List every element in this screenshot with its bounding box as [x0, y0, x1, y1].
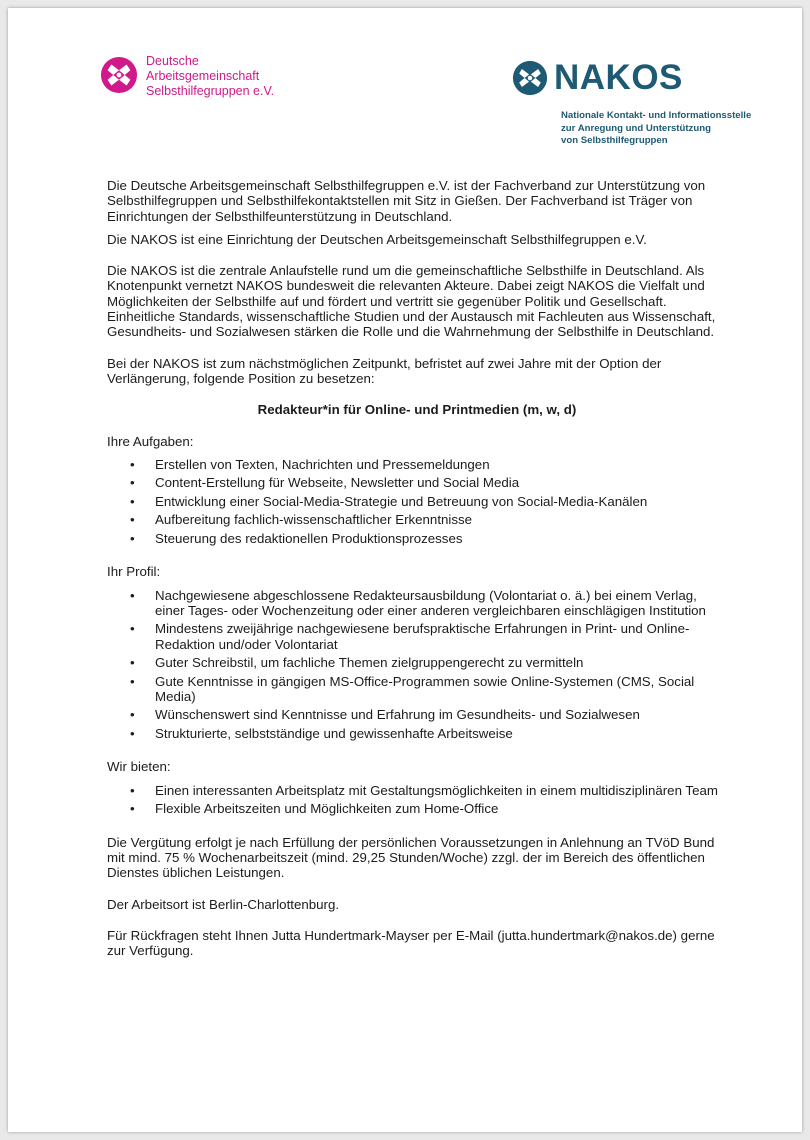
dag-logo-icon	[100, 56, 138, 94]
nakos-subtitle-line: zur Anregung und Unterstützung	[561, 122, 711, 134]
list-item: • Nachgewiesene abgeschlossene Redakteursausbildung (Volontariat o. ä.) bei einem Verlag, einer Tages- oder Wochenzeitung oder einer anderen vergleichbaren einschlägigen Institution	[107, 588, 727, 619]
intro-paragraph: Bei der NAKOS ist zum nächstmöglichen Zeitpunkt, befristet auf zwei Jahre mit der Option der Verlängerung, folgende Position zu besetzen:	[107, 355, 662, 386]
tasks-label: Ihre Aufgaben:	[107, 433, 194, 449]
profile-list	[107, 588, 727, 742]
profile-label: Ihr Profil:	[107, 564, 161, 580]
list-item: • Aufbereitung fachlich-wissenschaftlicher Erkenntnisse	[107, 512, 727, 527]
intro-paragraph: Die NAKOS ist eine Einrichtung der Deutschen Arbeitsgemeinschaft Selbsthilfegruppen e.V.	[107, 231, 647, 247]
dag-logo	[100, 54, 300, 114]
dag-logo-line: Selbsthilfegruppen e.V.	[146, 84, 275, 98]
document-body	[107, 178, 727, 958]
list-item: • Flexible Arbeitszeiten und Möglichkeiten zum Home-Office	[107, 801, 727, 816]
list-item: • Content-Erstellung für Webseite, Newsletter und Social Media	[107, 475, 727, 490]
intro-paragraph: Die Deutsche Arbeitsgemeinschaft Selbsthilfegruppen e.V. ist der Fachverband zur Unterstützung von Selbsthilfegruppen und Selbsthilfekontaktstellen mit Sitz in Gießen. Der Fachverband ist Träger von Einrichtungen der Selbsthilfeunterstützung in Deutschland.	[107, 178, 706, 224]
dag-logo-text	[146, 54, 274, 99]
dag-logo-line: Arbeitsgemeinschaft	[146, 69, 260, 83]
contact-paragraph: Für Rückfragen steht Ihnen Jutta Hundertmark-Mayser per E-Mail (jutta.hundertmark@nakos.de) gerne zur Verfügung.	[107, 927, 715, 959]
list-item: • Mindestens zweijährige nachgewiesene berufspraktische Erfahrungen in Print- und Online-Redaktion und/oder Volontariat	[107, 621, 727, 652]
list-item: • Steuerung des redaktionellen Produktionsprozesses	[107, 531, 727, 546]
offer-label: Wir bieten:	[107, 759, 171, 775]
intro-paragraph: Die NAKOS ist die zentrale Anlaufstelle rund um die gemeinschaftliche Selbsthilfe in Deutschland. Als Knotenpunkt vernetzt NAKOS bundesweit die relevanten Akteure. Dabei zeigt NAKOS die Vielfalt und Möglichkeiten der Selbsthilfe auf und fördert und vertritt sie gegenüber Politik und Gesellschaft. Einheitliche Standards, wissenschaftliche Studien und der Austausch mit Fachleuten aus Wissenschaft, Gesundheits- und Sozialwesen stärken die Rolle und die Wahrnehmung der Selbsthilfe in Deutschland.	[107, 263, 716, 340]
list-item: • Erstellen von Texten, Nachrichten und Pressemeldungen	[107, 457, 727, 472]
location-paragraph: Der Arbeitsort ist Berlin-Charlottenburg.	[107, 896, 340, 912]
nakos-logo	[512, 58, 762, 153]
list-item: • Guter Schreibstil, um fachliche Themen zielgruppengerecht zu vermitteln	[107, 655, 727, 670]
nakos-logo-icon	[512, 60, 548, 96]
list-item: • Entwicklung einer Social-Media-Strategie und Betreuung von Social-Media-Kanälen	[107, 494, 727, 509]
nakos-logo-subtitle	[561, 110, 751, 148]
nakos-subtitle-line: von Selbsthilfegruppen	[561, 135, 668, 146]
list-item: • Einen interessanten Arbeitsplatz mit Gestaltungsmöglichkeiten in einem multidisziplinären Team	[107, 783, 727, 798]
nakos-logo-name: NAKOS	[554, 58, 683, 97]
list-item: • Wünschenswert sind Kenntnisse und Erfahrung im Gesundheits- und Sozialwesen	[107, 707, 727, 722]
list-item: • Gute Kenntnisse in gängigen MS-Office-Programmen sowie Online-Systemen (CMS, Social Media)	[107, 674, 727, 705]
salary-paragraph: Die Vergütung erfolgt je nach Erfüllung der persönlichen Voraussetzungen in Anlehnung an TVöD Bund mit mind. 75 % Wochenarbeitszeit (mind. 29,25 Stunden/Woche) zzgl. der im Bereich des öffentlichen Dienstes üblichen Leistungen.	[107, 834, 715, 881]
list-item: • Strukturierte, selbstständige und gewissenhafte Arbeitsweise	[107, 726, 727, 741]
dag-logo-line: Deutsche	[146, 54, 199, 68]
document-page	[8, 8, 802, 1132]
tasks-list	[107, 457, 727, 546]
nakos-subtitle-line: Nationale Kontakt- und Informationsstelle	[561, 110, 752, 121]
offer-list	[107, 783, 727, 817]
position-title: Redakteur*in für Online- und Printmedien (m, w, d)	[257, 402, 577, 418]
